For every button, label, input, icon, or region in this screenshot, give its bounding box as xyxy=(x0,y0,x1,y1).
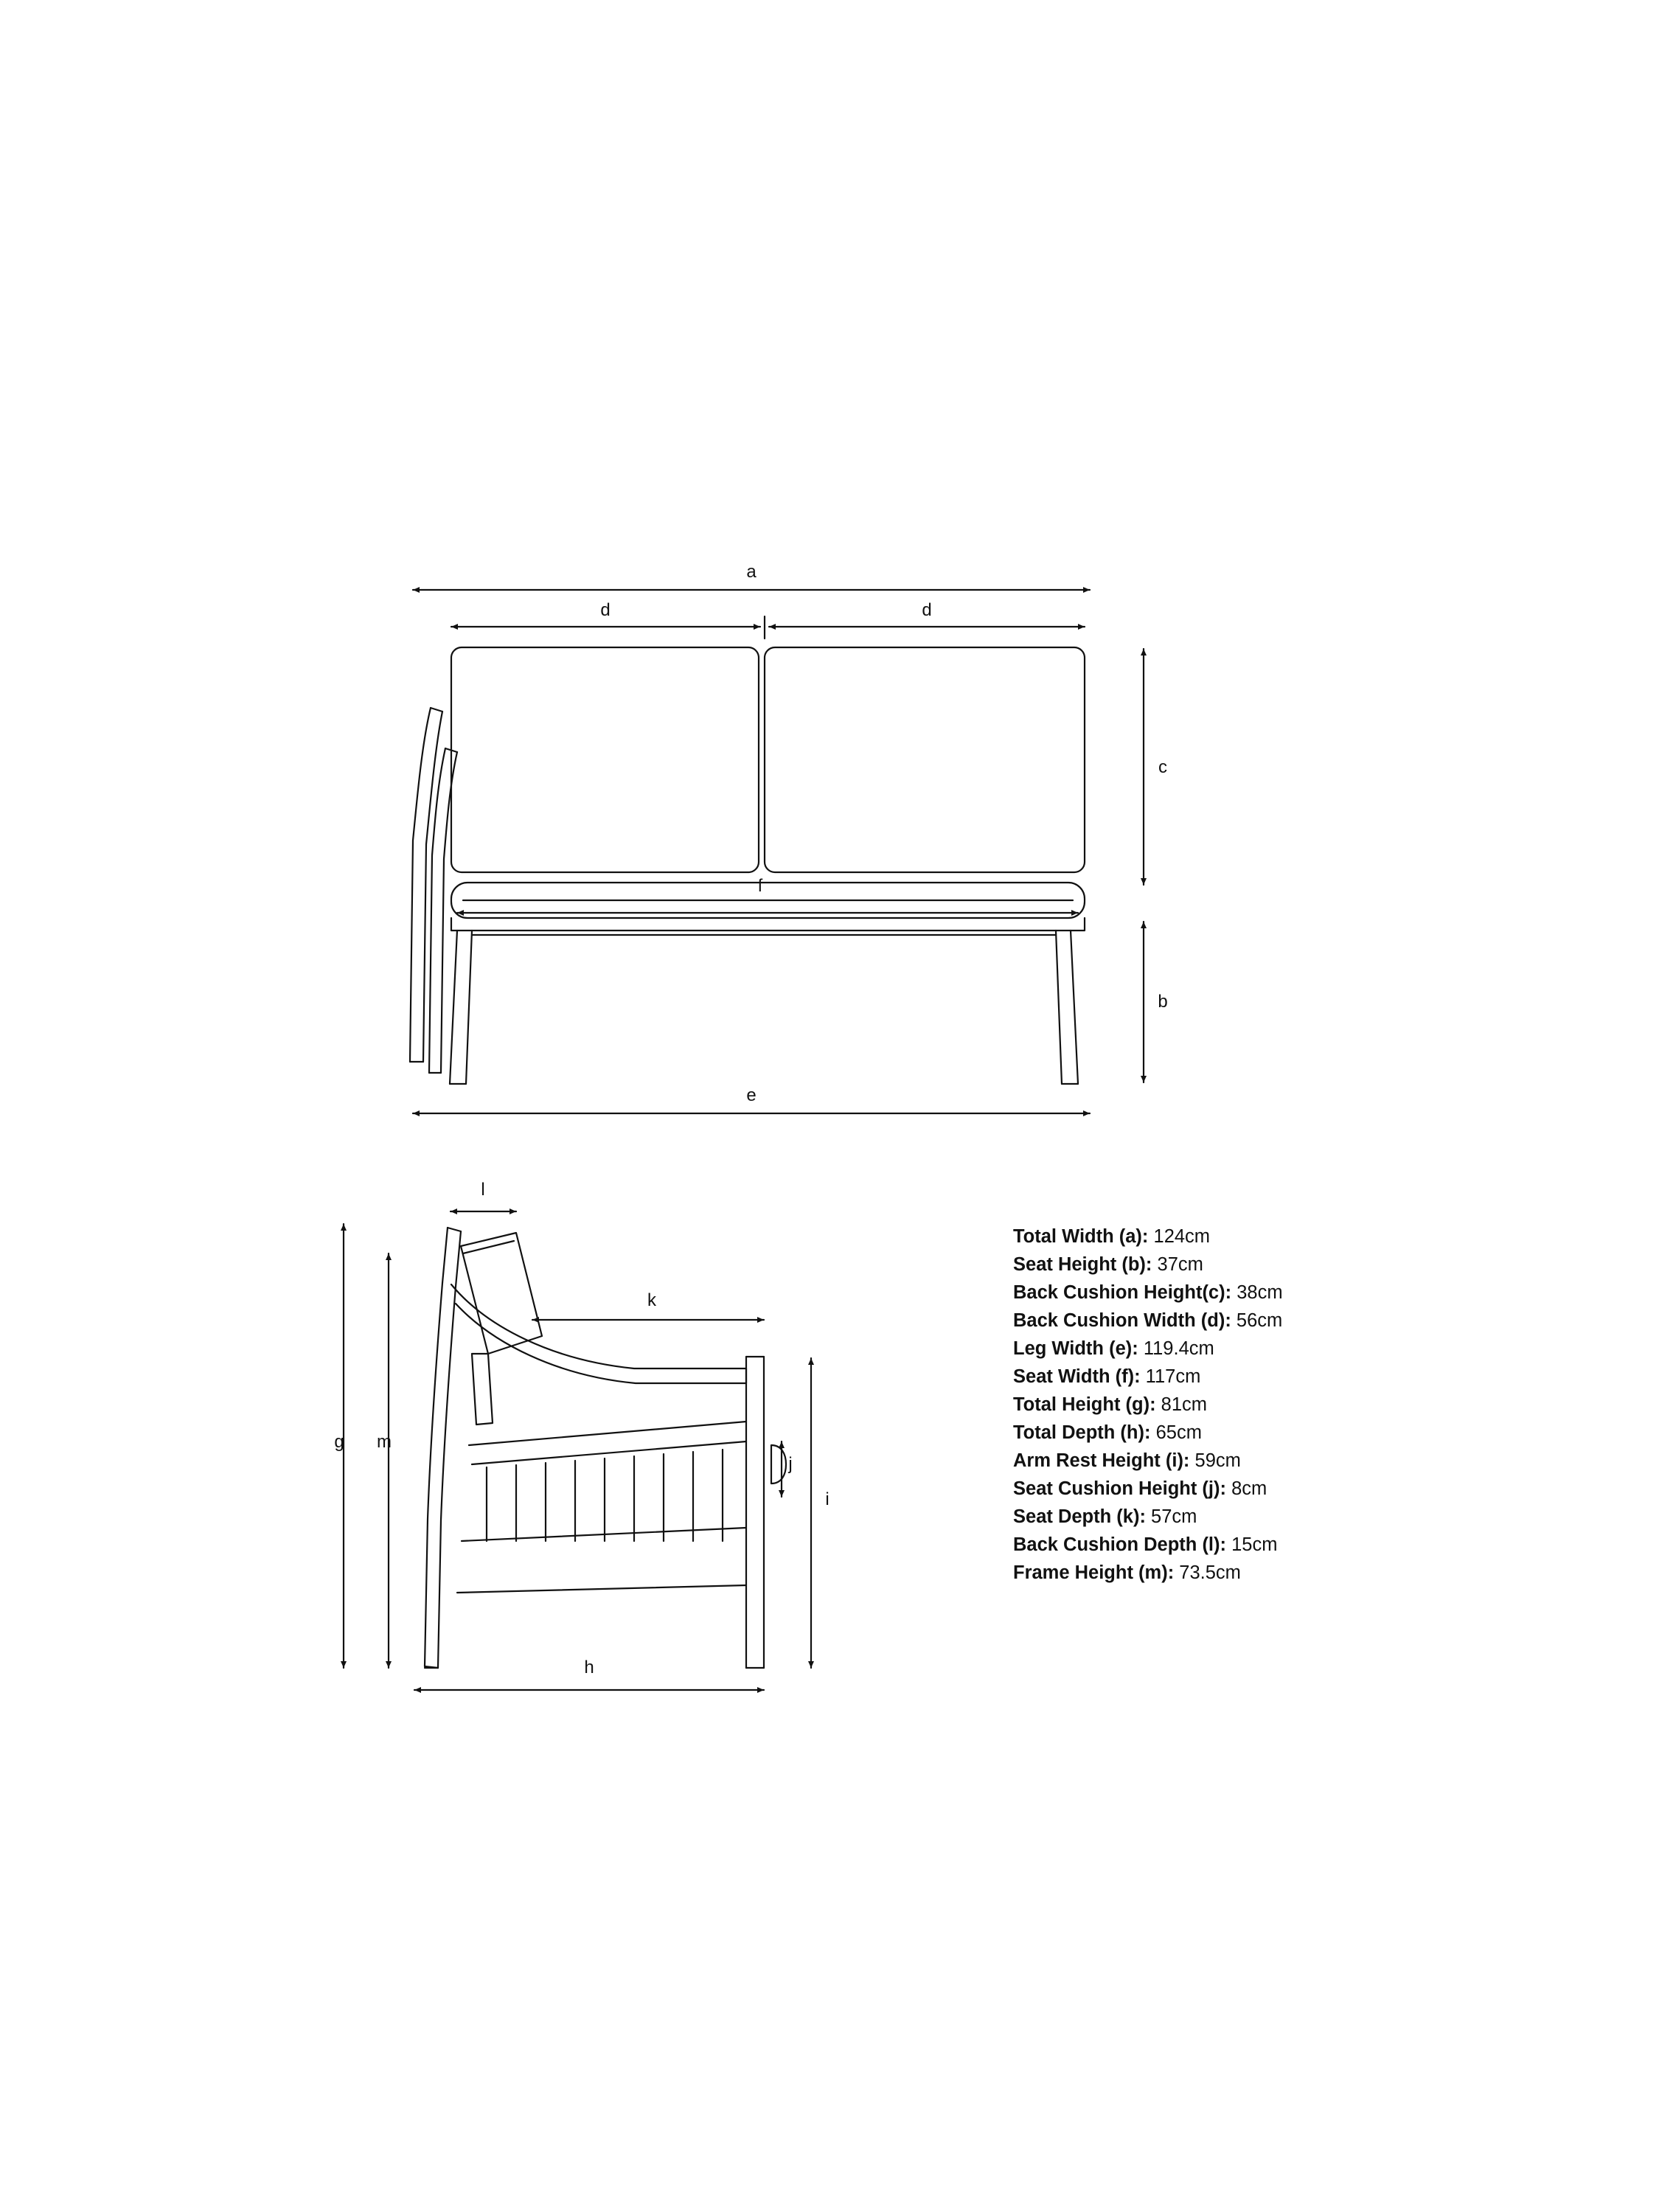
spec-row xyxy=(1013,1363,1544,1391)
spec-row xyxy=(1013,1307,1544,1335)
spec-label: Seat Height (b): xyxy=(1013,1254,1152,1275)
spec-label: Back Cushion Depth (l): xyxy=(1013,1534,1227,1555)
spec-label: Total Depth (h): xyxy=(1013,1422,1151,1443)
spec-row xyxy=(1013,1279,1544,1307)
dim-label-j: j xyxy=(788,1454,793,1474)
spec-value: 119.4cm xyxy=(1143,1338,1214,1359)
dim-label-g: g xyxy=(334,1432,344,1452)
spec-label: Leg Width (e): xyxy=(1013,1338,1138,1359)
spec-row xyxy=(1013,1475,1544,1503)
front-back-cushion-left xyxy=(451,647,759,872)
spec-value: 56cm xyxy=(1236,1310,1283,1331)
dim-label-c: c xyxy=(1158,757,1167,777)
spec-row xyxy=(1013,1222,1544,1251)
spec-value: 73.5cm xyxy=(1179,1562,1241,1583)
spec-value: 124cm xyxy=(1153,1226,1211,1247)
dim-label-i: i xyxy=(825,1489,830,1509)
spec-label: Frame Height (m): xyxy=(1013,1562,1175,1583)
dim-label-l: l xyxy=(481,1180,485,1200)
spec-value: 57cm xyxy=(1151,1506,1197,1527)
dim-label-e: e xyxy=(746,1085,757,1105)
dim-label-b: b xyxy=(1158,992,1168,1012)
spec-value: 65cm xyxy=(1155,1422,1202,1443)
spec-row xyxy=(1013,1335,1544,1363)
spec-value: 37cm xyxy=(1157,1254,1203,1275)
front-frame xyxy=(410,708,1085,1084)
spec-value: 8cm xyxy=(1231,1478,1267,1499)
spec-value: 81cm xyxy=(1161,1394,1208,1415)
dim-label-d-right: d xyxy=(922,600,932,620)
spec-label: Total Width (a): xyxy=(1013,1226,1149,1247)
dim-d-lines xyxy=(451,616,1085,639)
spec-row xyxy=(1013,1503,1544,1531)
spec-value: 117cm xyxy=(1145,1366,1201,1387)
spec-row xyxy=(1013,1419,1544,1447)
spec-value: 15cm xyxy=(1231,1534,1278,1555)
spec-label: Seat Width (f): xyxy=(1013,1366,1141,1387)
spec-row xyxy=(1013,1447,1544,1475)
spec-row xyxy=(1013,1531,1544,1559)
dim-label-m: m xyxy=(377,1432,392,1452)
dim-label-a: a xyxy=(746,562,757,582)
front-back-cushion-right xyxy=(765,647,1085,872)
spec-label: Seat Depth (k): xyxy=(1013,1506,1146,1527)
spec-label: Back Cushion Height(c): xyxy=(1013,1282,1232,1303)
dim-label-d-left: d xyxy=(600,600,611,620)
side-frame xyxy=(425,1228,786,1668)
spec-label: Seat Cushion Height (j): xyxy=(1013,1478,1226,1499)
spec-row xyxy=(1013,1391,1544,1419)
spec-label: Arm Rest Height (i): xyxy=(1013,1450,1190,1471)
spec-row xyxy=(1013,1251,1544,1279)
spec-value: 38cm xyxy=(1237,1282,1283,1303)
spec-label: Back Cushion Width (d): xyxy=(1013,1310,1231,1331)
spec-label: Total Height (g): xyxy=(1013,1394,1156,1415)
dim-label-k: k xyxy=(647,1290,656,1310)
spec-row xyxy=(1013,1559,1544,1587)
dim-label-f: f xyxy=(757,876,763,896)
spec-value: 59cm xyxy=(1194,1450,1241,1471)
dim-label-h: h xyxy=(584,1658,594,1677)
specifications-list xyxy=(1013,1222,1544,1587)
